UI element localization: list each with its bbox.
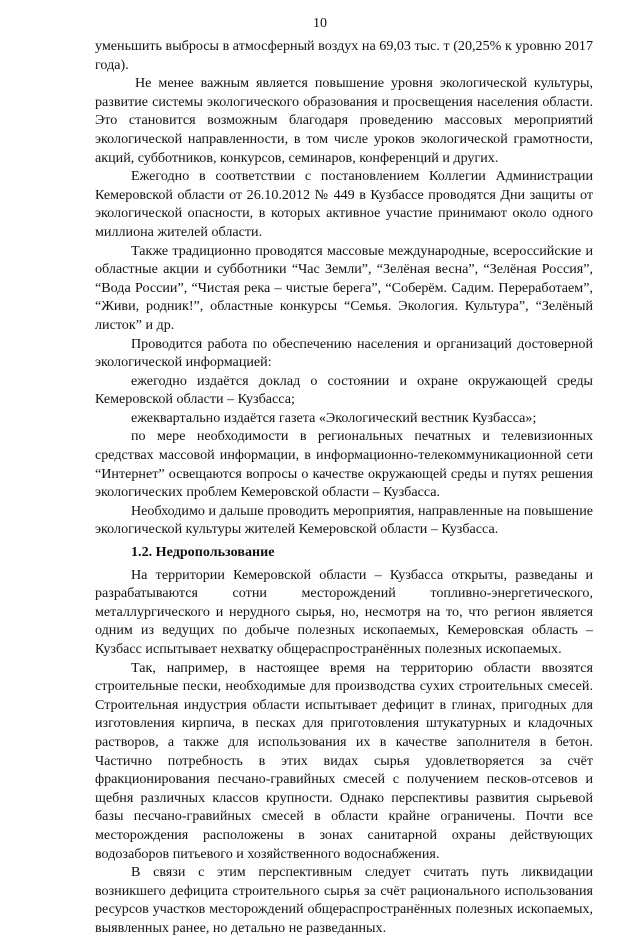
paragraph-annual-report: ежегодно издаётся доклад о состоянии и охране окружающей среды Кемеровской области – Кузбасса;: [95, 372, 593, 408]
paragraph-construction-materials: Так, например, в настоящее время на территорию области ввозятся строительные пески, необходимые для производства сухих строительных смесей. Строительная индустрия области испытывает дефицит в глинах, пригодных для изготовления кирпича, в песках для приготовления штукатурных и кладочных растворов, а также для использования их в качестве заполнителя в бетон. Частично потребность в этих видах сырья удовлетворяется за счёт фракционирования песчано-гравийных смесей с получением песков-отсевов и щебня различных классов крупности. Однако перспективы развития сырьевой базы песчано-гравийных смесей в области крайне ограничены. Почти все месторождения расположены в зонах санитарной охраны действующих водозаборов питьевого и хозяйственного водоснабжения.: [95, 659, 593, 862]
paragraph-quarterly-newspaper: ежеквартально издаётся газета «Экологический вестник Кузбасса»;: [131, 409, 537, 426]
section-heading-subsoil-use: 1.2. Недропользование: [131, 544, 275, 561]
paragraph-perspective-path: В связи с этим перспективным следует считать путь ликвидации возникшего дефицита строительного сырья за счёт рационального использования ресурсов участков месторождений общераспространённых полезных ископаемых, выявленных ранее, но детально не разведанных.: [95, 864, 593, 936]
paragraph-deposits: На территории Кемеровской области – Кузбасса открыты, разведаны и разрабатываются сотни месторождений топливно-энергетического, металлургического и нерудного сырья, но, несмотря на то, что регион является одним из ведущих по добыче полезных ископаемых, Кемеровская область – Кузбасс испытывает нехватку общераспространённых полезных ископаемых.: [95, 566, 593, 657]
paragraph-mass-actions: Также традиционно проводятся массовые международные, всероссийские и областные акции и субботники “Час Земли”, “Зелёная весна”, “Зелёная Россия”, “Вода России”, “Чистая река – чистые берега”, “Соберём. Садим. Переработаем”, “Живи, родник!”, областные конкурсы “Семья. Экология. Культура”, “Зелёный листок” и др.: [95, 242, 593, 333]
paragraph-protection-days: Ежегодно в соответствии с постановлением Коллегии Администрации Кемеровской области от 26.10.2012 № 449 в Кузбассе проводятся Дни защиты от экологической опасности, в которых активное участие принимают около одного миллиона жителей области.: [95, 168, 593, 240]
paragraph-emissions-continuation: уменьшить выбросы в атмосферный воздух на 69,03 тыс. т (20,25% к уровню 2017 года).: [95, 38, 593, 73]
body-text: [95, 37, 593, 938]
paragraph-media-coverage: по мере необходимости в региональных печатных и телевизионных средствах массовой информации, в информационно-телекоммуникационной сети “Интернет” освещаются вопросы о качестве окружающей среды и путях решения экологических проблем Кемеровской области – Кузбасса.: [95, 428, 593, 501]
paragraph-further-measures: Необходимо и дальше проводить мероприятия, направленные на повышение экологической культуры жителей Кемеровской области – Кузбасса.: [95, 502, 593, 538]
paragraph-information-work: Проводится работа по обеспечению населения и организаций достоверной экологической информацией:: [95, 335, 593, 371]
page-number: 10: [313, 16, 327, 31]
paragraph-ecological-culture: Не менее важным является повышение уровня экологической культуры, развитие системы экологического образования и просвещения населения области. Это становится возможным благодаря проведению массовых мероприятий экологической направленности, в том числе уроков экологической грамотности, акций, субботников, конкурсов, семинаров, конференций и других.: [95, 75, 593, 166]
